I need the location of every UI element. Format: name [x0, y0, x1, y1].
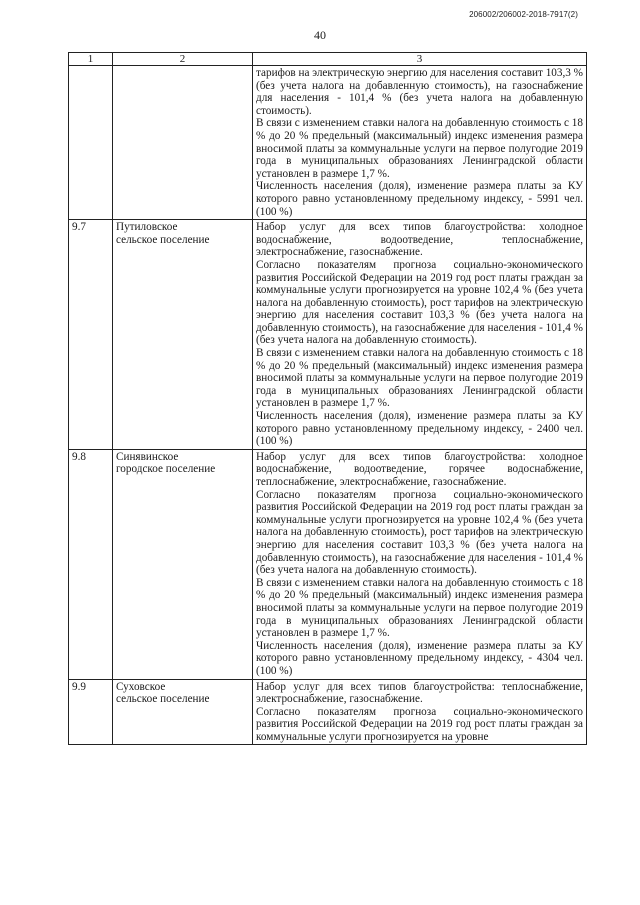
description-paragraph: Численность населения (доля), изменение размера платы за КУ которого равно установленному предельному индексу, - 5991 чел. (100 %): [256, 180, 583, 218]
settlement-name: [113, 679, 253, 745]
settlement-name-line: Путиловское: [116, 221, 178, 234]
table-row: [69, 679, 587, 745]
description-cell: [253, 449, 587, 679]
description-paragraph: Набор услуг для всех типов благоустройства: теплоснабжение, электроснабжение, газоснабжение.: [256, 680, 583, 706]
settlement-name: [113, 449, 253, 679]
description-cell: [253, 679, 587, 745]
column-header-3: 3: [253, 53, 587, 66]
table-row: [69, 220, 587, 450]
settlement-name-line: сельское поселение: [116, 693, 210, 706]
settlement-name-line: сельское поселение: [116, 233, 210, 246]
description-paragraph: Численность населения (доля), изменение размера платы за КУ которого равно установленному предельному индексу, - 4304 чел. (100 %): [256, 639, 583, 677]
page-number: 40: [314, 28, 326, 42]
description-paragraph: В связи с изменением ставки налога на добавленную стоимость с 18 % до 20 % предельный (максимальный) индекс изменения размера вносимой платы за коммунальные услуги на первое полугодие 2019 года в муниципальных образованиях Ленинградской области установлен в размере 1,7 %.: [256, 576, 583, 640]
settlement-name-line: городское поселение: [116, 463, 216, 476]
description-paragraph: В связи с изменением ставки налога на добавленную стоимость с 18 % до 20 % предельный (максимальный) индекс изменения размера вносимой платы за коммунальные услуги на первое полугодие 2019 года в муниципальных образованиях Ленинградской области установлен в размере 1,7 %.: [256, 117, 583, 180]
column-header-2: 2: [113, 53, 253, 66]
table-header-row: [69, 53, 587, 66]
settlement-name: [113, 66, 253, 220]
row-number: [69, 66, 113, 220]
row-number: 9.9: [69, 679, 113, 745]
description-cell: [253, 220, 587, 450]
description-paragraph: тарифов на электрическую энергию для населения составит 103,3 % (без учета налога на добавленную стоимость), на газоснабжение для населения - 101,4 % (без учета налога на добавленную стоимость).: [256, 67, 583, 117]
description-paragraph: В связи с изменением ставки налога на добавленную стоимость с 18 % до 20 % предельный (максимальный) индекс изменения размера вносимой платы за коммунальные услуги на первое полугодие 2019 года в муниципальных образованиях Ленинградской области установлен в размере 1,7 %.: [256, 347, 583, 410]
description-paragraph: Набор услуг для всех типов благоустройства: холодное водоснабжение, водоотведение, теплоснабжение, электроснабжение, газоснабжение.: [256, 221, 583, 259]
column-header-1: 1: [69, 53, 113, 66]
table-row: [69, 449, 587, 679]
table-row: [69, 66, 587, 220]
settlement-name-line: Синявинское: [116, 450, 179, 463]
row-number: 9.7: [69, 220, 113, 450]
description-paragraph: Согласно показателям прогноза социально-экономического развития Российской Федерации на 2019 год рост платы граждан за коммунальные услуги прогнозируется на уровне 102,4 % (без учета налога на добавленную стоимость), рост тарифов на электрическую энергию для населения составит 103,3 % (без учета налога на добавленную стоимость), на газоснабжение для населения - 101,4 % (без учета налога на добавленную стоимость).: [256, 488, 583, 577]
row-number: 9.8: [69, 449, 113, 679]
settlement-name: [113, 220, 253, 450]
description-paragraph: Согласно показателям прогноза социально-экономического развития Российской Федерации на 2019 год рост платы граждан за коммунальные услуги прогнозируется на уровне: [256, 705, 583, 743]
description-paragraph: Численность населения (доля), изменение размера платы за КУ которого равно установленному предельному индексу, - 2400 чел. (100 %): [256, 410, 583, 448]
description-cell: [253, 66, 587, 220]
description-paragraph: Согласно показателям прогноза социально-экономического развития Российской Федерации на 2019 год рост платы граждан за коммунальные услуги прогнозируется на уровне 102,4 % (без учета налога на добавленную стоимость), рост тарифов на электрическую энергию для населения составит 103,3 % (без учета налога на добавленную стоимость), на газоснабжение для населения - 101,4 % (без учета налога на добавленную стоимость).: [256, 258, 583, 347]
tariff-table: [68, 52, 587, 745]
settlement-name-line: Суховское: [116, 680, 166, 693]
document-id: 206002/206002-2018-7917(2): [469, 10, 578, 19]
description-paragraph: Набор услуг для всех типов благоустройства: холодное водоснабжение, водоотведение, горячее водоснабжение, теплоснабжение, электроснабжение, газоснабжение.: [256, 450, 583, 488]
